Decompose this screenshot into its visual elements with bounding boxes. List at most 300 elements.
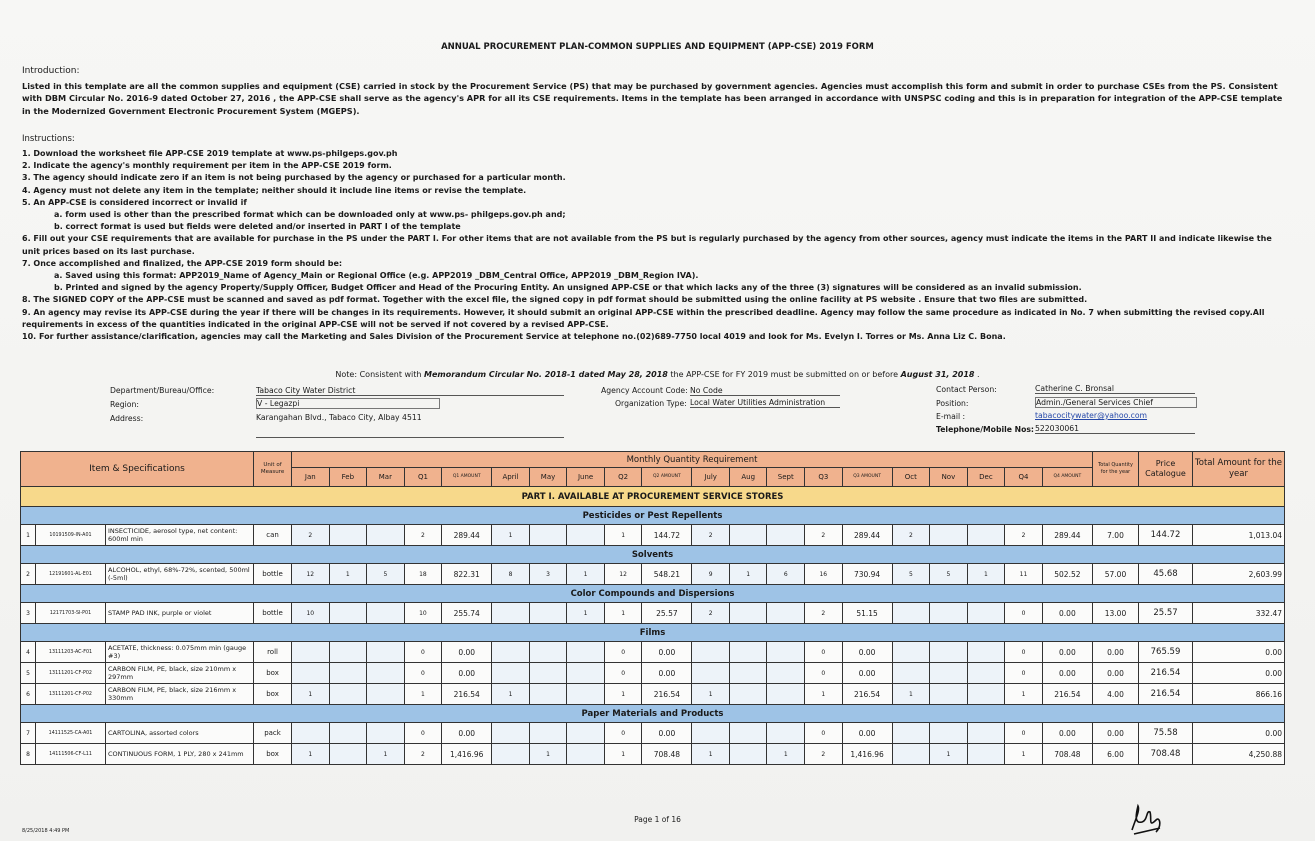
quantity-cell[interactable]: 5 <box>367 564 405 585</box>
instruction-item: 3. The agency should indicate zero if an item is not being purchased by the agency or purchased for a particular month. <box>22 173 566 183</box>
quantity-cell[interactable] <box>492 723 530 744</box>
quantity-cell[interactable]: 1 <box>1005 744 1043 765</box>
quantity-cell[interactable] <box>529 684 567 705</box>
quantity-cell[interactable] <box>930 525 968 546</box>
note-memo: Memorandum Circular No. 2018-1 dated May 28, 2018 <box>424 370 668 379</box>
quantity-cell[interactable] <box>930 684 968 705</box>
unit-of-measure: box <box>254 663 292 684</box>
header-month-13: Q3 <box>805 468 843 487</box>
quantity-cell[interactable]: 1 <box>292 744 330 765</box>
header-month-8: Q2 <box>604 468 642 487</box>
quantity-cell[interactable]: 2 <box>292 525 330 546</box>
quantity-cell[interactable] <box>529 723 567 744</box>
total-amount-cell: 332.47 <box>1193 603 1285 624</box>
quarter-amount-cell: 0.00 <box>442 723 492 744</box>
quantity-cell[interactable] <box>492 603 530 624</box>
quantity-cell[interactable]: 1 <box>930 744 968 765</box>
quantity-cell[interactable] <box>329 642 367 663</box>
quarter-amount-cell: 708.48 <box>642 744 692 765</box>
quantity-cell[interactable] <box>367 603 405 624</box>
item-description: INSECTICIDE, aerosol type, net content: 600ml min <box>106 525 254 546</box>
quantity-cell[interactable] <box>567 744 605 765</box>
price-cell: 216.54 <box>1139 684 1193 705</box>
item-description: CONTINUOUS FORM, 1 PLY, 280 x 241mm <box>106 744 254 765</box>
header-month-9: Q2 AMOUNT <box>642 468 692 487</box>
total-quantity-cell: 0.00 <box>1093 642 1139 663</box>
quantity-cell[interactable]: 0 <box>805 663 843 684</box>
quantity-cell[interactable] <box>367 723 405 744</box>
header-month-19: Q4 AMOUNT <box>1042 468 1092 487</box>
quantity-cell[interactable] <box>492 744 530 765</box>
quantity-cell[interactable]: 1 <box>567 603 605 624</box>
quantity-cell[interactable]: 0 <box>404 642 442 663</box>
note-deadline: August 31, 2018 <box>900 370 975 379</box>
instruction-item: 8. The SIGNED COPY of the APP-CSE must be scanned and saved as pdf format. Together with the excel file, the signed copy in pdf format should be submitted using the online facility at PS website . Ensure that two files are submitted. <box>22 295 1088 305</box>
quantity-cell[interactable] <box>329 744 367 765</box>
org-type-label: Organization Type: <box>615 399 687 408</box>
item-code: 13111201-CF-P02 <box>36 663 106 684</box>
email-field[interactable]: tabacocitywater@yahoo.com <box>1035 411 1148 420</box>
header-monthly-quantity: Monthly Quantity Requirement <box>292 452 1093 468</box>
item-code: 12171703-SI-P01 <box>36 603 106 624</box>
quarter-amount-cell: 216.54 <box>842 684 892 705</box>
quarter-amount-cell: 0.00 <box>442 663 492 684</box>
quantity-cell[interactable] <box>529 642 567 663</box>
header-price-catalogue: Price Catalogue <box>1139 452 1193 487</box>
quantity-cell[interactable] <box>729 642 767 663</box>
quantity-cell[interactable]: 1 <box>967 564 1005 585</box>
form-title: ANNUAL PROCUREMENT PLAN-COMMON SUPPLIES AND EQUIPMENT (APP-CSE) 2019 FORM <box>441 42 874 52</box>
quantity-cell[interactable] <box>492 642 530 663</box>
quantity-cell[interactable]: 0 <box>404 723 442 744</box>
header-month-17: Dec <box>967 468 1005 487</box>
quantity-cell[interactable]: 8 <box>492 564 530 585</box>
note-middle: the APP-CSE for FY 2019 must be submitted on or before <box>667 370 901 379</box>
quantity-cell[interactable]: 0 <box>1005 723 1043 744</box>
quantity-cell[interactable]: 2 <box>892 525 930 546</box>
quarter-amount-cell: 216.54 <box>1042 684 1092 705</box>
item-description: CARBON FILM, PE, black, size 210mm x 297mm <box>106 663 254 684</box>
instruction-item: 10. For further assistance/clarification, agencies may call the Marketing and Sales Division of the Procurement Service at telephone no.(02)689-7750 local 4019 and look for Ms. Evelyn I. Torres or Ms. Anna Liz C. Bona. <box>22 332 1006 342</box>
part-heading: PART I. AVAILABLE AT PROCUREMENT SERVICE STORES <box>21 487 1285 507</box>
header-month-12: Sept <box>767 468 805 487</box>
quantity-cell[interactable] <box>567 684 605 705</box>
instruction-item: 1. Download the worksheet file APP-CSE 2019 template at www.ps-philgeps.gov.ph <box>22 149 398 158</box>
intro-heading: Introduction: <box>22 66 80 76</box>
quantity-cell[interactable]: 12 <box>292 564 330 585</box>
quantity-cell[interactable] <box>729 684 767 705</box>
quantity-cell[interactable]: 1 <box>892 684 930 705</box>
unit-of-measure: box <box>254 744 292 765</box>
quantity-cell[interactable] <box>892 603 930 624</box>
quantity-cell[interactable]: 1 <box>692 744 730 765</box>
header-month-15: Oct <box>892 468 930 487</box>
quantity-cell[interactable] <box>767 684 805 705</box>
quarter-amount-cell: 502.52 <box>1042 564 1092 585</box>
quantity-cell[interactable] <box>892 663 930 684</box>
quantity-cell[interactable] <box>930 603 968 624</box>
header-month-2: Mar <box>367 468 405 487</box>
quantity-cell[interactable]: 0 <box>1005 603 1043 624</box>
quantity-cell[interactable] <box>767 603 805 624</box>
quantity-cell[interactable]: 5 <box>930 564 968 585</box>
quantity-cell[interactable] <box>367 525 405 546</box>
quantity-cell[interactable] <box>729 603 767 624</box>
quarter-amount-cell: 51.15 <box>842 603 892 624</box>
instruction-item: 4. Agency must not delete any item in the template; neither should it include line items or revise the template. <box>22 185 527 195</box>
quantity-cell[interactable] <box>967 684 1005 705</box>
email-label: E-mail : <box>936 412 966 421</box>
unit-of-measure: roll <box>254 642 292 663</box>
quantity-cell[interactable] <box>767 642 805 663</box>
item-description: ACETATE, thickness: 0.075mm min (gauge #3) <box>106 642 254 663</box>
item-number: 5 <box>21 663 36 684</box>
instruction-item: 5. An APP-CSE is considered incorrect or invalid if <box>22 197 247 207</box>
quarter-amount-cell: 289.44 <box>1042 525 1092 546</box>
total-amount-cell: 2,603.99 <box>1193 564 1285 585</box>
quantity-cell[interactable]: 1 <box>292 684 330 705</box>
quantity-cell[interactable]: 9 <box>692 564 730 585</box>
quantity-cell[interactable]: 1 <box>604 744 642 765</box>
total-amount-cell: 4,250.88 <box>1193 744 1285 765</box>
quarter-amount-cell: 0.00 <box>642 642 692 663</box>
unit-of-measure: box <box>254 684 292 705</box>
quantity-cell[interactable] <box>529 603 567 624</box>
quantity-cell[interactable] <box>930 723 968 744</box>
org-type-field[interactable]: Local Water Utilities Administration <box>690 398 840 408</box>
quantity-cell[interactable] <box>967 744 1005 765</box>
quantity-cell[interactable] <box>292 723 330 744</box>
quantity-cell[interactable] <box>967 525 1005 546</box>
instruction-item: a. Saved using this format: APP2019_Name of Agency_Main or Regional Office (e.g. APP2019 _DBM_Central Office, APP2019 _DBM_Region IVA). <box>54 271 699 281</box>
quantity-cell[interactable]: 1 <box>805 684 843 705</box>
total-quantity-cell: 4.00 <box>1093 684 1139 705</box>
quarter-amount-cell: 708.48 <box>1042 744 1092 765</box>
instruction-item: 7. Once accomplished and finalized, the APP-CSE 2019 form should be: <box>22 258 343 268</box>
quarter-amount-cell: 0.00 <box>1042 663 1092 684</box>
quantity-cell[interactable]: 1 <box>604 525 642 546</box>
price-cell: 75.58 <box>1139 723 1193 744</box>
position-label: Position: <box>936 399 969 408</box>
quantity-cell[interactable]: 1 <box>692 684 730 705</box>
header-month-14: Q3 AMOUNT <box>842 468 892 487</box>
quantity-cell[interactable] <box>892 744 930 765</box>
item-number: 7 <box>21 723 36 744</box>
quantity-cell[interactable] <box>767 525 805 546</box>
category-heading: Pesticides or Pest Repellents <box>21 507 1285 525</box>
quantity-cell[interactable]: 18 <box>404 564 442 585</box>
table-row <box>21 642 1285 663</box>
quarter-amount-cell: 289.44 <box>442 525 492 546</box>
quantity-cell[interactable]: 10 <box>404 603 442 624</box>
quarter-amount-cell: 255.74 <box>442 603 492 624</box>
total-amount-cell: 0.00 <box>1193 663 1285 684</box>
header-month-6: May <box>529 468 567 487</box>
quantity-cell[interactable]: 0 <box>805 723 843 744</box>
quantity-cell[interactable]: 2 <box>805 603 843 624</box>
quantity-cell[interactable]: 1 <box>529 744 567 765</box>
category-heading: Films <box>21 624 1285 642</box>
quantity-cell[interactable]: 1 <box>1005 684 1043 705</box>
quantity-cell[interactable] <box>367 642 405 663</box>
quarter-amount-cell: 289.44 <box>842 525 892 546</box>
instructions-heading: Instructions: <box>22 134 75 144</box>
quantity-cell[interactable] <box>567 642 605 663</box>
quarter-amount-cell: 144.72 <box>642 525 692 546</box>
phone-field[interactable]: 522030061 <box>1035 424 1195 434</box>
requirements-table <box>20 451 1285 765</box>
price-cell: 45.68 <box>1139 564 1193 585</box>
total-quantity-cell: 13.00 <box>1093 603 1139 624</box>
submission-note <box>0 370 1315 379</box>
quarter-amount-cell: 730.94 <box>842 564 892 585</box>
total-quantity-cell: 0.00 <box>1093 663 1139 684</box>
quantity-cell[interactable]: 2 <box>692 525 730 546</box>
quantity-cell[interactable]: 2 <box>404 744 442 765</box>
quantity-cell[interactable]: 2 <box>692 603 730 624</box>
quantity-cell[interactable]: 12 <box>604 564 642 585</box>
table-row <box>21 744 1285 765</box>
quantity-cell[interactable]: 1 <box>567 564 605 585</box>
total-quantity-cell: 57.00 <box>1093 564 1139 585</box>
total-amount-cell: 866.16 <box>1193 684 1285 705</box>
quantity-cell[interactable]: 2 <box>805 744 843 765</box>
header-month-18: Q4 <box>1005 468 1043 487</box>
position-field[interactable]: Admin./General Services Chief <box>1035 397 1197 408</box>
quantity-cell[interactable]: 0 <box>1005 642 1043 663</box>
quantity-cell[interactable] <box>767 663 805 684</box>
instruction-item: 9. An agency may revise its APP-CSE during the year if there will be changes in its requirements. However, it should submit an original APP-CSE within the prescribed deadline. Agency may follow the same procedure as indicated in No. 7 when submitting the revised copy.All requirements in excess of the quantities indicated in the original APP-CSE will not be served if not covered by a revised APP-CSE. <box>22 307 1265 329</box>
item-number: 4 <box>21 642 36 663</box>
table-row <box>21 684 1285 705</box>
total-quantity-cell: 0.00 <box>1093 723 1139 744</box>
contact-person-label: Contact Person: <box>936 385 997 394</box>
quantity-cell[interactable]: 1 <box>492 525 530 546</box>
item-number: 2 <box>21 564 36 585</box>
quantity-cell[interactable] <box>692 723 730 744</box>
quantity-cell[interactable]: 0 <box>404 663 442 684</box>
table-row <box>21 723 1285 744</box>
quantity-cell[interactable]: 0 <box>805 642 843 663</box>
quarter-amount-cell: 0.00 <box>1042 723 1092 744</box>
item-description: CARTOLINA, assorted colors <box>106 723 254 744</box>
quantity-cell[interactable] <box>729 744 767 765</box>
note-suffix: . <box>974 370 980 379</box>
quantity-cell[interactable] <box>329 603 367 624</box>
quantity-cell[interactable] <box>767 723 805 744</box>
header-unit-of-measure: Unit of Measure <box>254 452 292 487</box>
header-month-16: Nov <box>930 468 968 487</box>
total-amount-cell: 1,013.04 <box>1193 525 1285 546</box>
table-row <box>21 663 1285 684</box>
quantity-cell[interactable] <box>967 723 1005 744</box>
quarter-amount-cell: 0.00 <box>842 663 892 684</box>
quantity-cell[interactable]: 1 <box>492 684 530 705</box>
quantity-cell[interactable] <box>729 663 767 684</box>
quantity-cell[interactable] <box>329 525 367 546</box>
contact-person-field[interactable]: Catherine C. Bronsal <box>1035 384 1195 394</box>
item-code: 12191601-AL-E01 <box>36 564 106 585</box>
header-item-specifications: Item & Specifications <box>21 452 254 487</box>
item-code: 13111203-AC-F01 <box>36 642 106 663</box>
quantity-cell[interactable]: 1 <box>729 564 767 585</box>
quantity-cell[interactable]: 16 <box>805 564 843 585</box>
quarter-amount-cell: 822.31 <box>442 564 492 585</box>
quarter-amount-cell: 548.21 <box>642 564 692 585</box>
quantity-cell[interactable] <box>292 663 330 684</box>
quantity-cell[interactable] <box>329 684 367 705</box>
quantity-cell[interactable]: 11 <box>1005 564 1043 585</box>
category-heading: Color Compounds and Dispersions <box>21 585 1285 603</box>
header-month-0: Jan <box>292 468 330 487</box>
region-label: Region: <box>110 400 139 409</box>
region-field[interactable]: V - Legazpi <box>256 398 440 409</box>
header-total-amount: Total Amount for the year <box>1193 452 1285 487</box>
table-row <box>21 564 1285 585</box>
item-description: CARBON FILM, PE, black, size 216mm x 330mm <box>106 684 254 705</box>
quarter-amount-cell: 0.00 <box>1042 642 1092 663</box>
quantity-cell[interactable]: 3 <box>529 564 567 585</box>
account-code-field[interactable]: No Code <box>690 386 840 396</box>
quantity-cell[interactable] <box>967 603 1005 624</box>
quantity-cell[interactable]: 1 <box>404 684 442 705</box>
category-heading: Paper Materials and Products <box>21 705 1285 723</box>
item-code: 13111201-CF-P02 <box>36 684 106 705</box>
address-field[interactable]: Karangahan Blvd., Tabaco City, Albay 4511 <box>256 413 564 438</box>
header-month-7: June <box>567 468 605 487</box>
quantity-cell[interactable] <box>529 525 567 546</box>
price-cell: 708.48 <box>1139 744 1193 765</box>
price-cell: 765.59 <box>1139 642 1193 663</box>
print-timestamp: 8/25/2018 4:49 PM <box>22 828 70 834</box>
account-code-label: Agency Account Code: <box>601 386 688 395</box>
quantity-cell[interactable]: 1 <box>329 564 367 585</box>
quarter-amount-cell: 0.00 <box>1042 603 1092 624</box>
instruction-item: b. correct format is used but fields were deleted and/or inserted in PART I of the template <box>54 222 461 232</box>
unit-of-measure: bottle <box>254 603 292 624</box>
instruction-item: a. form used is other than the prescribed format which can be downloaded only at www.ps- philgeps.gov.ph and; <box>54 210 566 220</box>
header-month-4: Q1 AMOUNT <box>442 468 492 487</box>
quantity-cell[interactable] <box>930 663 968 684</box>
instruction-item: 2. Indicate the agency's monthly requirement per item in the APP-CSE 2019 form. <box>22 161 392 171</box>
quantity-cell[interactable] <box>692 663 730 684</box>
quantity-cell[interactable]: 5 <box>892 564 930 585</box>
quarter-amount-cell: 0.00 <box>442 642 492 663</box>
quantity-cell[interactable]: 0 <box>604 642 642 663</box>
quantity-cell[interactable]: 6 <box>767 564 805 585</box>
quantity-cell[interactable] <box>692 642 730 663</box>
quarter-amount-cell: 216.54 <box>642 684 692 705</box>
instructions-list <box>22 148 1287 343</box>
quantity-cell[interactable]: 2 <box>404 525 442 546</box>
item-number: 8 <box>21 744 36 765</box>
total-quantity-cell: 7.00 <box>1093 525 1139 546</box>
quantity-cell[interactable] <box>367 663 405 684</box>
phone-label: Telephone/Mobile Nos: <box>936 425 1034 434</box>
instruction-item: b. Printed and signed by the agency Property/Supply Officer, Budget Officer and Head of the Procuring Entity. An unsigned APP-CSE or that which lacks any of the three (3) signatures will be considered as an invalid submission. <box>54 283 1082 293</box>
quarter-amount-cell: 0.00 <box>842 723 892 744</box>
item-description: STAMP PAD INK, purple or violet <box>106 603 254 624</box>
address-label: Address: <box>110 414 144 423</box>
quantity-cell[interactable] <box>567 663 605 684</box>
table-row <box>21 603 1285 624</box>
total-amount-cell: 0.00 <box>1193 723 1285 744</box>
header-month-5: April <box>492 468 530 487</box>
quantity-cell[interactable] <box>892 723 930 744</box>
quantity-cell[interactable]: 1 <box>367 744 405 765</box>
item-code: 14111506-CF-L11 <box>36 744 106 765</box>
unit-of-measure: bottle <box>254 564 292 585</box>
item-number: 1 <box>21 525 36 546</box>
quantity-cell[interactable] <box>492 663 530 684</box>
quarter-amount-cell: 0.00 <box>842 642 892 663</box>
unit-of-measure: pack <box>254 723 292 744</box>
price-cell: 25.57 <box>1139 603 1193 624</box>
item-description: ALCOHOL, ethyl, 68%-72%, scented, 500ml (-5ml) <box>106 564 254 585</box>
quantity-cell[interactable] <box>967 642 1005 663</box>
quantity-cell[interactable]: 2 <box>1005 525 1043 546</box>
quantity-cell[interactable]: 0 <box>1005 663 1043 684</box>
item-code: 14111525-CA-A01 <box>36 723 106 744</box>
quarter-amount-cell: 216.54 <box>442 684 492 705</box>
price-cell: 144.72 <box>1139 525 1193 546</box>
quarter-amount-cell: 1,416.96 <box>442 744 492 765</box>
quantity-cell[interactable]: 0 <box>604 723 642 744</box>
header-total-quantity: Total Quantity for the year <box>1093 452 1139 487</box>
quantity-cell[interactable] <box>329 663 367 684</box>
quantity-cell[interactable] <box>367 684 405 705</box>
header-month-11: Aug <box>729 468 767 487</box>
quantity-cell[interactable] <box>729 723 767 744</box>
quantity-cell[interactable]: 0 <box>604 663 642 684</box>
quantity-cell[interactable]: 1 <box>604 603 642 624</box>
quarter-amount-cell: 0.00 <box>642 723 692 744</box>
quantity-cell[interactable] <box>729 525 767 546</box>
quarter-amount-cell: 1,416.96 <box>842 744 892 765</box>
note-prefix: Note: Consistent with <box>335 370 425 379</box>
quantity-cell[interactable] <box>967 663 1005 684</box>
total-amount-cell: 0.00 <box>1193 642 1285 663</box>
item-code: 10191509-IN-A01 <box>36 525 106 546</box>
header-month-3: Q1 <box>404 468 442 487</box>
item-number: 6 <box>21 684 36 705</box>
instruction-item: 6. Fill out your CSE requirements that are available for purchase in the PS under the PART I. For other items that are not available from the PS but is regularly purchased by the agency from other sources, agency must indicate the items in the PART II and indicate likewise the unit prices based on its last purchase. <box>22 234 1272 256</box>
quarter-amount-cell: 25.57 <box>642 603 692 624</box>
quantity-cell[interactable] <box>567 525 605 546</box>
item-number: 3 <box>21 603 36 624</box>
quantity-cell[interactable] <box>529 663 567 684</box>
quantity-cell[interactable] <box>567 723 605 744</box>
page-number: Page 1 of 16 <box>634 815 681 824</box>
unit-of-measure: can <box>254 525 292 546</box>
quantity-cell[interactable] <box>292 642 330 663</box>
quantity-cell[interactable]: 10 <box>292 603 330 624</box>
category-heading: Solvents <box>21 546 1285 564</box>
table-row <box>21 525 1285 546</box>
quantity-cell[interactable]: 1 <box>767 744 805 765</box>
quantity-cell[interactable] <box>892 642 930 663</box>
quantity-cell[interactable]: 2 <box>805 525 843 546</box>
quarter-amount-cell: 0.00 <box>642 663 692 684</box>
department-field[interactable]: Tabaco City Water District <box>256 386 564 396</box>
total-quantity-cell: 6.00 <box>1093 744 1139 765</box>
quantity-cell[interactable]: 1 <box>604 684 642 705</box>
quantity-cell[interactable] <box>930 642 968 663</box>
department-label: Department/Bureau/Office: <box>110 386 215 395</box>
price-cell: 216.54 <box>1139 663 1193 684</box>
intro-text: Listed in this template are all the common supplies and equipment (CSE) carried in stock by the Procurement Service (PS) that may be purchased by government agencies. Agencies must accomplish this form and submit in order to purchase CSEs from the PS. Consistent with DBM Circular No. 2016-9 dated October 27, 2016 , the APP-CSE shall serve as the agency's APR for all its CSE requirements. Items in the template has been arranged in accordance with UNSPSC coding and this is in preparation for integration of the APP-CSE template in the Modernized Government Electronic Procurement System (MGEPS). <box>22 81 1283 116</box>
quantity-cell[interactable] <box>329 723 367 744</box>
